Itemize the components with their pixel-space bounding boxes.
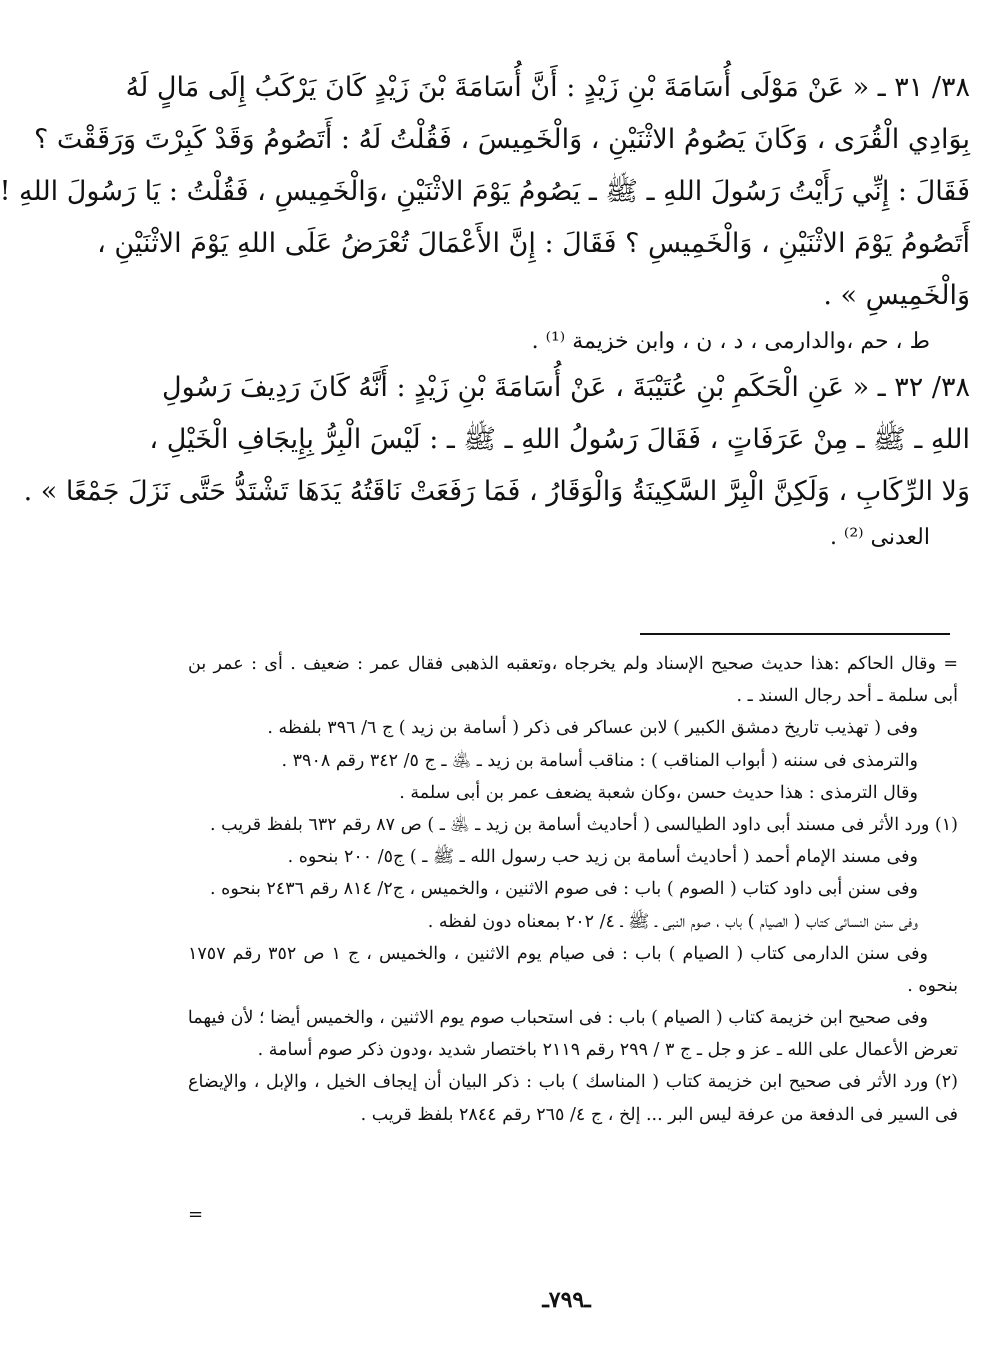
footnote-2: (٢) ورد الأثر فى صحيح ابن خزيمة كتاب ( المناسك ) باب : ذكر البيان أن إيجاف الخيل ، والإبل ، والإيضاع bbox=[188, 1072, 958, 1093]
hadith-32-line-1: ٣٨/ ٣٢ ـ « عَنِ الْحَكَمِ بْنِ عُتَيْبَةَ ، عَنْ أُسَامَةَ بْنِ زَيْدٍ : أَنَّهُ كَانَ رَدِيفَ رَسُولِ bbox=[162, 372, 970, 403]
footnote-line: أبى سلمة ـ أحد رجال السند ـ . bbox=[736, 686, 958, 707]
footnote-line: وفى سنن النسائى كتاب ( الصيام ) باب ، صوم النبى ـ ﷺ ـ ٤/ ٢٠٢ بمعناه دون لفظه . bbox=[427, 911, 918, 932]
footnote-line: = وقال الحاكم :هذا حديث صحيح الإسناد ولم يخرجاه ،وتعقبه الذهبى فقال عمر : ضعيف . أى : عمر بن bbox=[188, 654, 958, 674]
hadith-32-line-2: اللهِ ـ ﷺ ـ مِنْ عَرَفَاتٍ ، فَقَالَ رَسُولُ اللهِ ـ ﷺ ـ : لَيْسَ الْبِرُّ بِإِيجَافِ الْخَيْلِ ، bbox=[149, 424, 970, 455]
footnote-1: (١) ورد الأثر فى مسند أبى داود الطيالسى ( أحاديث أسامة بن زيد ـ ﵁ ـ ) ص ٨٧ رقم ٦٣٢ بلفظ قريب . bbox=[209, 814, 958, 835]
hadith-32-line-3: وَلا الرِّكَابِ ، وَلَكِنَّ الْبِرَّ السَّكِينَةُ وَالْوَقَارُ ، فَمَا رَفَعَتْ نَاقَتُهُ يَدَهَا تَشْتَدُّ حَتَّى نَزَلَ جَمْعًا » . bbox=[23, 476, 970, 507]
footnote-line: وفى مسند الإمام أحمد ( أحاديث أسامة بن زيد حب رسول الله ـ ﷺ ـ ) ج٥/ ٢٠٠ بنحوه . bbox=[287, 847, 918, 868]
hadith-32-sources: العدنى ⁽²⁾ . bbox=[829, 525, 930, 550]
footnote-separator bbox=[640, 633, 950, 635]
footnote-line: تعرض الأعمال على الله ـ عز و جل ـ ج ٣ / ٢٩٩ رقم ٢١١٩ باختصار شديد ،ودون ذكر صوم أسامة . bbox=[257, 1040, 958, 1061]
footnote-line: وفى ( تهذيب تاريخ دمشق الكبير ) لابن عساكر فى ذكر ( أسامة بن زيد ) ج ٦/ ٣٩٦ بلفظه . bbox=[267, 718, 918, 739]
hadith-31-line-1: ٣٨/ ٣١ ـ « عَنْ مَوْلَى أُسَامَةَ بْنِ زَيْدٍ : أَنَّ أُسَامَةَ بْنَ زَيْدٍ كَانَ يَرْكَبُ إِلَى مَالٍ لَهُ bbox=[125, 72, 970, 103]
footnote-line: وقال الترمذى : هذا حديث حسن ،وكان شعبة يضعف عمر بن أبى سلمة . bbox=[399, 782, 918, 803]
footnote-line: بنحوه . bbox=[907, 975, 958, 996]
footnote-line: وفى سنن الدارمى كتاب ( الصيام ) باب : فى صيام يوم الاثنين ، والخميس ، ج ١ ص ٣٥٢ رقم ١٧٥٧ bbox=[188, 943, 928, 964]
footnote-continuation-mark: = bbox=[188, 1204, 204, 1225]
main-text bbox=[0, 62, 970, 558]
footnote-line: وفى صحيح ابن خزيمة كتاب ( الصيام ) باب : فى استحباب صوم يوم الاثنين ، والخميس أيضا ؛ لأن فيهما bbox=[187, 1008, 928, 1029]
hadith-31-line-4: أَتَصُومُ يَوْمَ الاثْنَيْنِ ، وَالْخَمِيسِ ؟ فَقَالَ : إِنَّ الأَعْمَالَ تُعْرَضُ عَلَى اللهِ يَوْمَ الاثْنَيْنِ ، bbox=[97, 228, 970, 259]
hadith-31-sources: ط ، حم ،والدارمى ، د ، ن ، وابن خزيمة ⁽¹⁾ . bbox=[531, 329, 930, 354]
footnotes bbox=[188, 648, 958, 1131]
hadith-31-line-3: فَقَالَ : إِنِّي رَأَيْتُ رَسُولَ اللهِ ـ ﷺ ـ يَصُومُ يَوْمَ الاثْنَيْنِ ،وَالْخَمِيسِ ، فَقُلْتُ : يَا رَسُولَ اللهِ ! bbox=[0, 176, 970, 207]
footnote-line: والترمذى فى سننه ( أبواب المناقب ) : مناقب أسامة بن زيد ـ ﵁ ـ ج ٥/ ٣٤٢ رقم ٣٩٠٨ . bbox=[281, 750, 918, 771]
hadith-31-line-5: وَالْخَمِيسِ » . bbox=[823, 280, 970, 311]
page-number: ـ٧٩٩ـ bbox=[542, 1287, 591, 1313]
footnote-line: وفى سنن أبى داود كتاب ( الصوم ) باب : فى صوم الاثنين ، والخميس ، ج٢/ ٨١٤ رقم ٢٤٣٦ بنحوه . bbox=[210, 879, 918, 900]
footnote-line: فى السير فى الدفعة من عرفة ليس البر ... إلخ ، ج ٤/ ٢٦٥ رقم ٢٨٤٤ بلفظ قريب . bbox=[360, 1104, 958, 1125]
hadith-31-line-2: بِوَادِي الْقُرَى ، وَكَانَ يَصُومُ الاثْنَيْنِ ، وَالْخَمِيسَ ، فَقُلْتُ لَهُ : أَتَصُومُ وَقَدْ كَبِرْتَ وَرَقَقْتَ ؟ bbox=[33, 124, 970, 155]
